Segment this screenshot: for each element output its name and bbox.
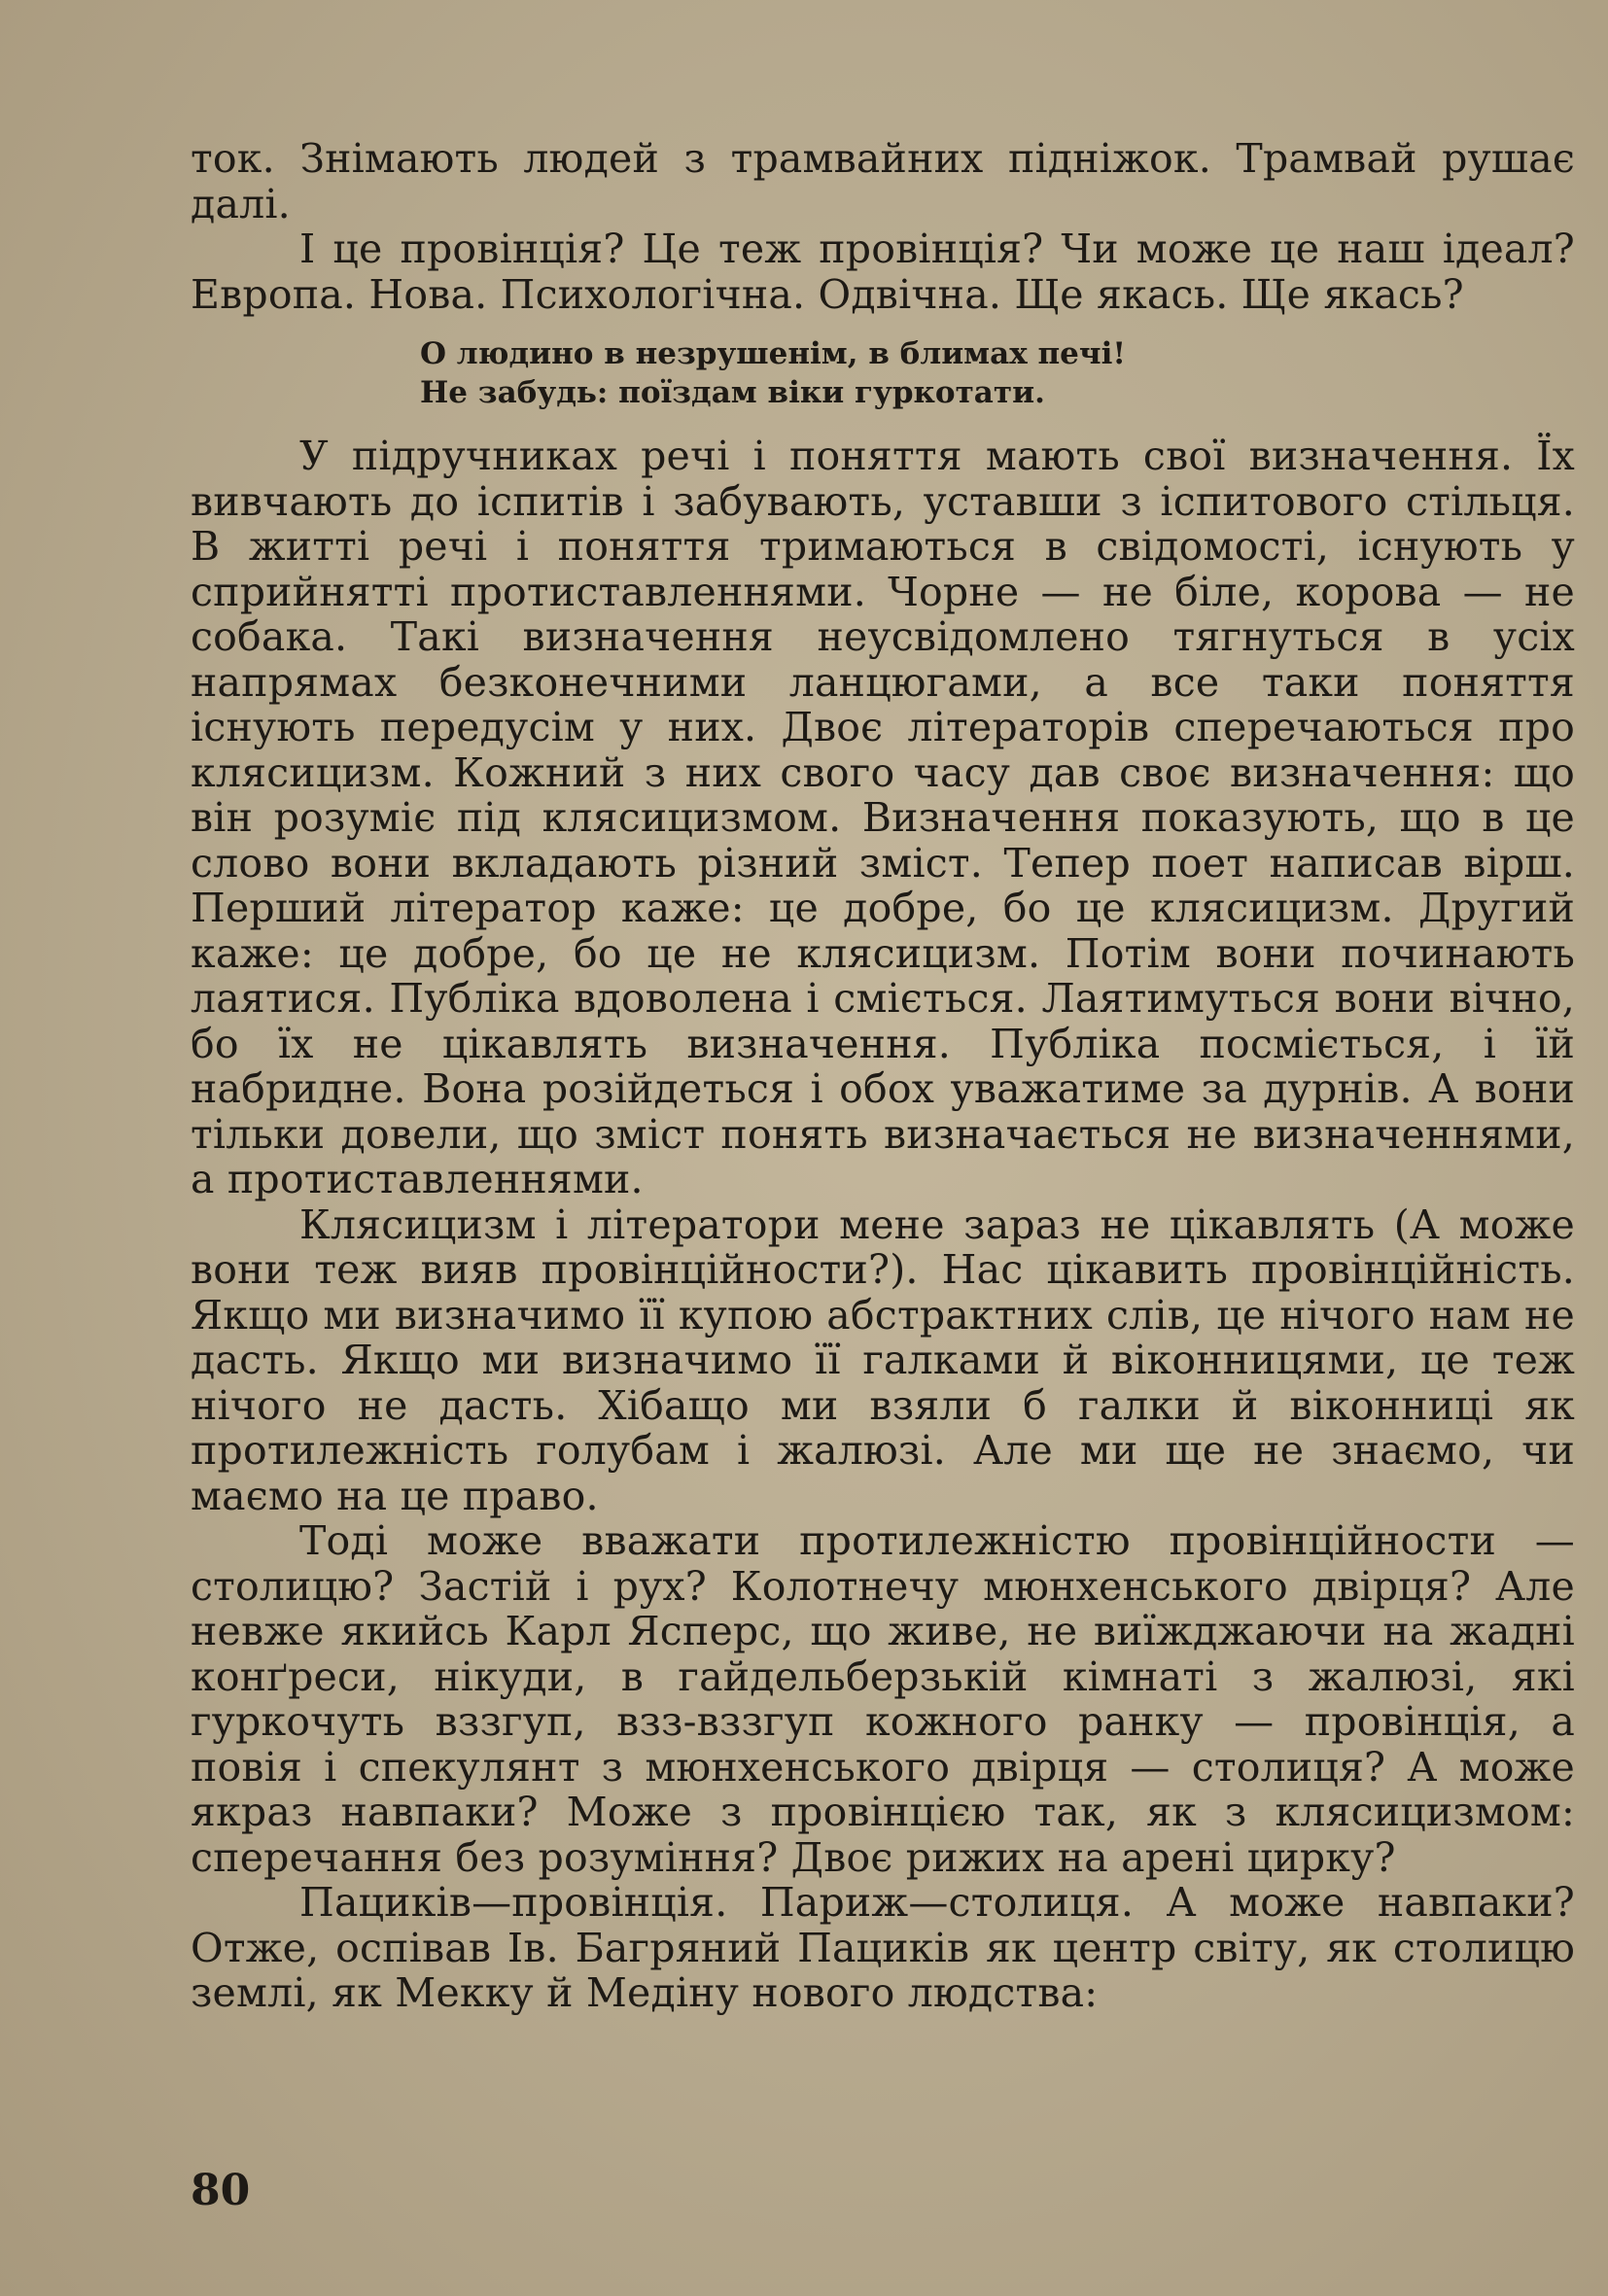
- page-number: 80: [191, 2166, 251, 2215]
- verse-quote: [420, 334, 1575, 412]
- paragraph-2: І це провінція? Це теж провінція? Чи може це наш ідеал? Европа. Нова. Психологічна. Одвічна. Ще якась. Ще якась?: [191, 226, 1575, 318]
- paragraph-4: Клясицизм і літератори мене зараз не цікавлять (А може вони теж вияв провінційности?). Нас цікавить провінційність. Якщо ми визначимо її купою абстрактних слів, це нічого нам не дасть. Якщо ми визначимо її галками й віконницями, це теж нічого не дасть. Хібащо ми взяли б галки й віконниці як протилежність голубам і жалюзі. Але ми ще не знаємо, чи маємо на це право.: [191, 1200, 1575, 1519]
- verse-line: Не забудь: поїздам віки гуркотати.: [420, 375, 1045, 410]
- paragraph-3: У підручниках речі і поняття мають свої визначення. Їх вивчають до іспитів і забувають, уставши з іспитового стільця. В житті речі і поняття тримаються в свідомості, існують у сприйнятті протиставленнями. Чорне — не біле, корова — не собака. Такі визначення неусвідомлено тягнуться в усіх напрямах безконечними ланцюгами, а все таки поняття існують передусім у них. Двоє літераторів сперечаються про клясицизм. Кожний з них свого часу дав своє визначення: що він розуміє під клясицизмом. Визначення показують, що в це слово вони вкладають різний зміст. Тепер поет написав вірш. Перший літератор каже: це добре, бо це клясицизм. Другий каже: це добре, бо це не клясицизм. Потім вони починають лаятися. Публіка вдоволена і сміється. Лаятимуться вони вічно, бо їх не цікавлять визначення. Публіка посміється, і їй набридне. Вона розійдеться і обох уважатиме за дурнів. А вони тільки довели, що зміст понять визначається не визначеннями, а протиставленнями.: [191, 433, 1575, 1202]
- paragraph-1: ток. Знімають людей з трамвайних підніжок. Трамвай рушає далі.: [191, 135, 1575, 227]
- paragraph-5: Тоді може вважати протилежністю провінційности — столицю? Застій і рух? Колотнечу мюнхенського двірця? Але невже якийсь Карл Ясперс, що живе, не виїжджаючи на жадні конґреси, нікуди, в гайдельберзькій кімнаті з жалюзі, які гуркочуть вззгуп, взз-вззгуп кожного ранку — провінція, а повія і спекулянт з мюнхенського двірця — столиця? А може якраз навпаки? Може з провінцією так, як з клясицизмом: сперечання без розуміння? Двоє рижих на арені цирку?: [191, 1517, 1575, 1881]
- page-body: [191, 136, 1575, 2016]
- paragraph-6: Пациків—провінція. Париж—столиця. А може навпаки? Отже, оспівав Ів. Багряний Пациків як центр світу, як столицю землі, як Мекку й Медіну нового людства:: [191, 1879, 1575, 2016]
- verse-line: О людино в незрушенім, в блимах печі!: [420, 336, 1126, 371]
